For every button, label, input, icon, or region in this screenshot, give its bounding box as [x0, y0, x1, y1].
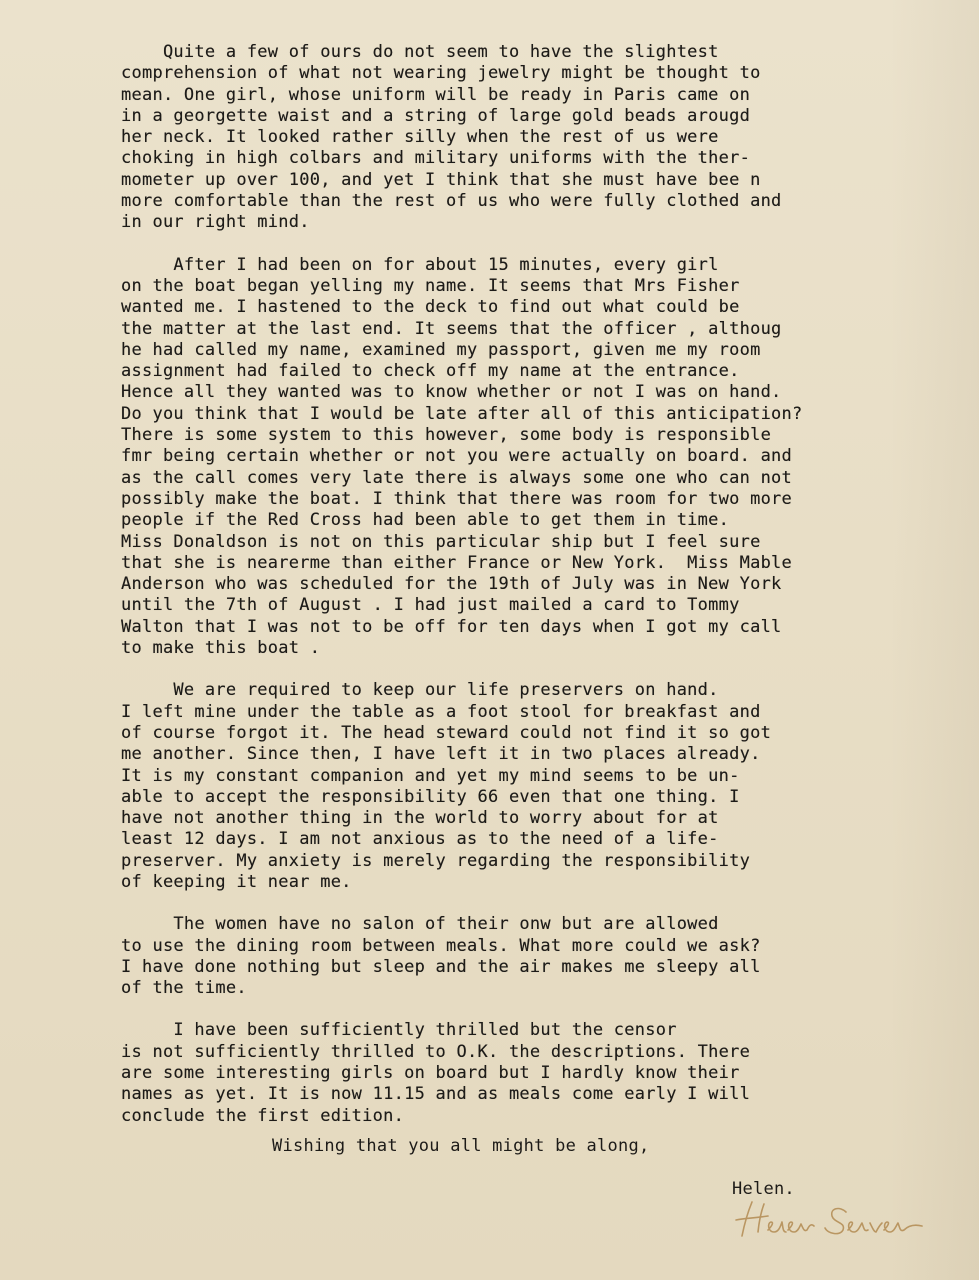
text-line: in a georgette waist and a string of large gold beads arougd [121, 105, 751, 126]
text-line: fmr being certain whether or not you were actually on board. and [121, 446, 793, 467]
text-line: able to accept the responsibility 66 even that one thing. I [121, 786, 740, 807]
text-line: Walton that I was not to be off for ten days when I got my call [121, 616, 782, 637]
text-line: are some interesting girls on board but I hardly know their [121, 1063, 740, 1084]
text-line: Anderson who was scheduled for the 19th of July was in New York [121, 574, 782, 595]
text-line: It is my constant companion and yet my mind seems to be un- [121, 765, 740, 786]
text-line: that she is nearerme than either France or New York. Miss Mable [121, 552, 793, 573]
text-line: of course forgot it. The head steward could not find it so got [121, 722, 772, 743]
text-line: conclude the first edition. [121, 1105, 405, 1126]
paragraph-life-preservers [121, 680, 921, 893]
text-line: names as yet. It is now 11.15 and as meals come early I will [121, 1084, 751, 1105]
text-line: as the call comes very late there is always some one who can not [121, 467, 793, 488]
text-line: Miss Donaldson is not on this particular ship but I feel sure [121, 531, 761, 552]
text-line: the matter at the last end. It seems that the officer , althoug [121, 318, 782, 339]
paragraph-censor [121, 1020, 921, 1126]
typed-signature: Helen. [732, 1179, 795, 1199]
text-line: on the boat began yelling my name. It seems that Mrs Fisher [121, 275, 740, 296]
text-line: After I had been on for about 15 minutes, every girl [121, 254, 719, 275]
text-line: I have done nothing but sleep and the air makes me sleepy all [121, 956, 761, 977]
text-line: in our right mind. [121, 212, 310, 233]
text-line: I have been sufficiently thrilled but the censor [121, 1020, 677, 1041]
text-line: her neck. It looked rather silly when the rest of us were [121, 127, 719, 148]
closing-line: Wishing that you all might be along, [272, 1136, 650, 1156]
text-line: me another. Since then, I have left it in two places already. [121, 744, 761, 765]
text-line: people if the Red Cross had been able to get them in time. [121, 510, 730, 531]
text-line: more comfortable than the rest of us who were fully clothed and [121, 191, 782, 212]
paragraph-boarding [121, 255, 921, 660]
text-line: We are required to keep our life preservers on hand. [121, 680, 719, 701]
paragraph-jewelry [121, 42, 921, 234]
text-line: is not sufficiently thrilled to O.K. the descriptions. There [121, 1041, 751, 1062]
text-line: to use the dining room between meals. What more could we ask? [121, 935, 761, 956]
text-line: mometer up over 100, and yet I think that she must have bee n [121, 169, 761, 190]
text-line: of the time. [121, 978, 247, 999]
text-line: mean. One girl, whose uniform will be ready in Paris came on [121, 84, 751, 105]
text-line: possibly make the boat. I think that there was room for two more [121, 488, 793, 509]
text-line: I left mine under the table as a foot stool for breakfast and [121, 701, 761, 722]
letter-body [121, 42, 921, 1148]
text-line: assignment had failed to check off my name at the entrance. [121, 361, 740, 382]
text-line: Do you think that I would be late after all of this anticipation? [121, 403, 803, 424]
text-line: Quite a few of ours do not seem to have the slightest [121, 42, 719, 62]
text-line: have not another thing in the world to worry about for at [121, 808, 719, 829]
text-line: The women have no salon of their onw but are allowed [121, 914, 719, 935]
text-line: he had called my name, examined my passport, given me my room [121, 339, 761, 360]
text-line: to make this boat . [121, 638, 321, 659]
text-line: comprehension of what not wearing jewelry might be thought to [121, 63, 761, 84]
text-line: choking in high colbars and military uniforms with the ther- [121, 148, 751, 169]
text-line: least 12 days. I am not anxious as to the need of a life- [121, 829, 719, 850]
text-line: wanted me. I hastened to the deck to find out what could be [121, 297, 740, 318]
text-line: There is some system to this however, some body is responsible [121, 425, 772, 446]
paragraph-salon [121, 914, 921, 999]
handwritten-signature [728, 1192, 964, 1244]
text-line: until the 7th of August . I had just mailed a card to Tommy [121, 595, 740, 616]
text-line: Hence all they wanted was to know whether or not I was on hand. [121, 382, 782, 403]
text-line: preserver. My anxiety is merely regarding the responsibility [121, 850, 751, 871]
text-line: of keeping it near me. [121, 871, 352, 892]
